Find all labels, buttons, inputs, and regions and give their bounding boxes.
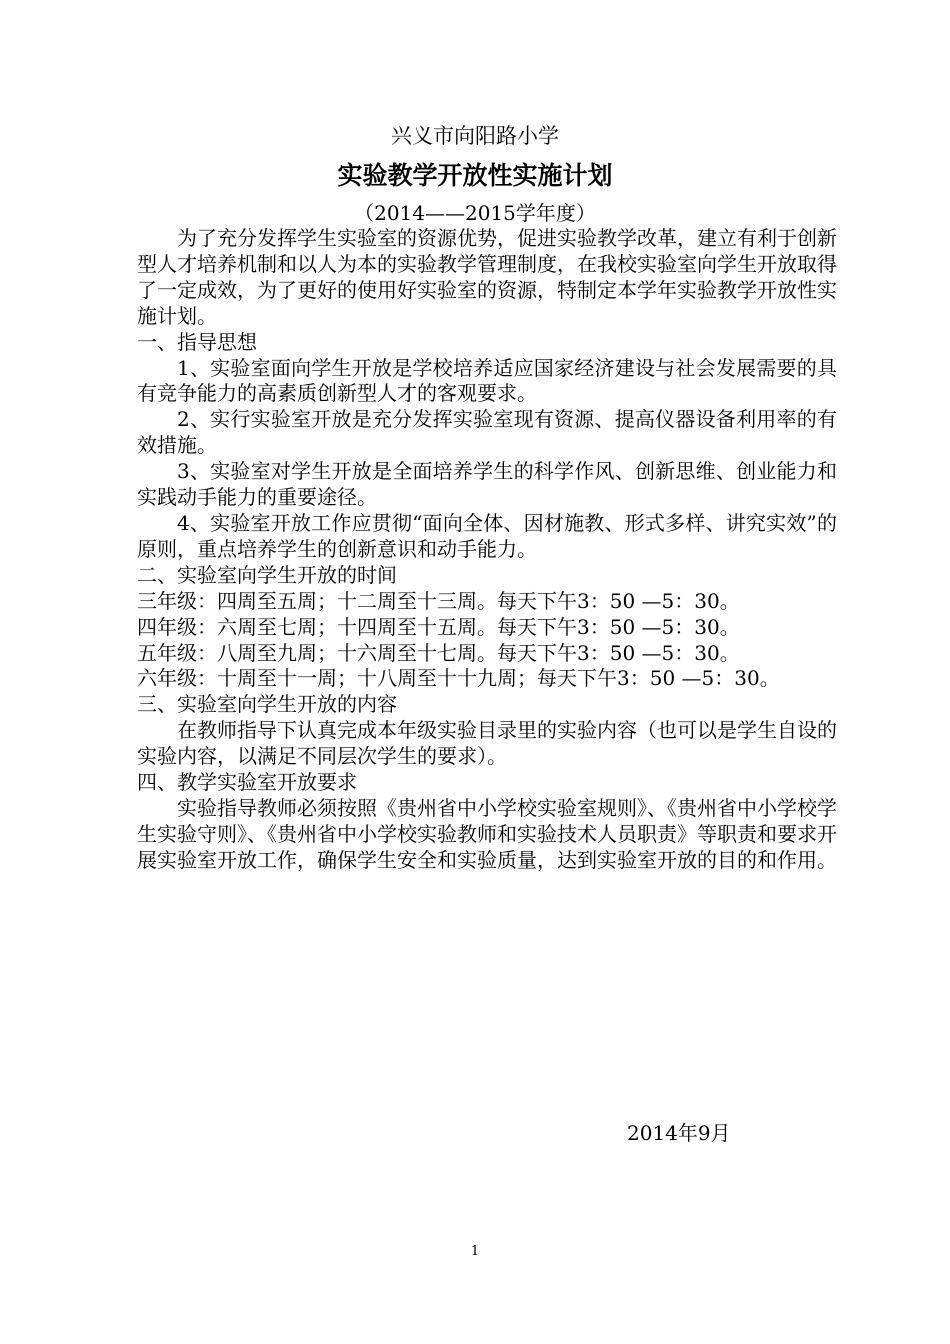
academic-year: （2014——2015学年度） <box>354 201 596 225</box>
section-heading-open-time: 二、实验室向学生开放的时间 <box>137 562 397 587</box>
schedule-line-grade-3: 三年级：四周至五周；十二周至十三周。每天下午3：50 —5：30。 <box>137 588 740 613</box>
section-heading-requirements: 四、教学实验室开放要求 <box>137 770 357 795</box>
school-name: 兴义市向阳路小学 <box>391 124 559 148</box>
schedule-line-grade-5: 五年级：八周至九周；十六周至十七周。每天下午3：50 —5：30。 <box>137 640 740 665</box>
guiding-item-4: 4、实验室开放工作应贯彻“面向全体、因材施教、形式多样、讲究实效”的原则，重点培养学生的创新意识和动手能力。 <box>137 510 837 561</box>
schedule-line-grade-6: 六年级：十周至十一周；十八周至十十九周；每天下午3：50 —5：30。 <box>137 666 780 691</box>
section-heading-open-content: 三、实验室向学生开放的内容 <box>137 692 397 717</box>
guiding-item-1: 1、实验室面向学生开放是学校培养适应国家经济建设与社会发展需要的具有竞争能力的高素质创新型人才的客观要求。 <box>137 355 837 406</box>
guiding-item-3: 3、实验室对学生开放是全面培养学生的科学作风、创新思维、创业能力和实践动手能力的重要途径。 <box>137 459 837 510</box>
guiding-item-2: 2、实行实验室开放是充分发挥实验室现有资源、提高仪器设备利用率的有效措施。 <box>137 407 837 458</box>
open-content-paragraph: 在教师指导下认真完成本年级实验目录里的实验内容（也可以是学生自设的实验内容，以满足不同层次学生的要求）。 <box>137 718 837 769</box>
document-body <box>137 226 837 874</box>
section-heading-guiding-ideology: 一、指导思想 <box>137 329 257 354</box>
requirements-paragraph: 实验指导教师必须按照《贵州省中小学校实验室规则》、《贵州省中小学校学生实验守则》、《贵州省中小学校实验教师和实验技术人员职责》等职责和要求开展实验室开放工作，确保学生安全和实验质量，达到实验室开放的目的和作用。 <box>137 795 837 872</box>
schedule-line-grade-4: 四年级：六周至七周；十四周至十五周。每天下午3：50 —5：30。 <box>137 614 740 639</box>
document-title: 实验教学开放性实施计划 <box>337 161 613 190</box>
document-date: 2014年9月 <box>627 1121 731 1145</box>
page-number: 1 <box>470 1244 480 1259</box>
intro-paragraph: 为了充分发挥学生实验室的资源优势，促进实验教学改革，建立有利于创新型人才培养机制和以人为本的实验教学管理制度，在我校实验室向学生开放取得了一定成效，为了更好的使用好实验室的资源，特制定本学年实验教学开放性实施计划。 <box>137 226 837 328</box>
